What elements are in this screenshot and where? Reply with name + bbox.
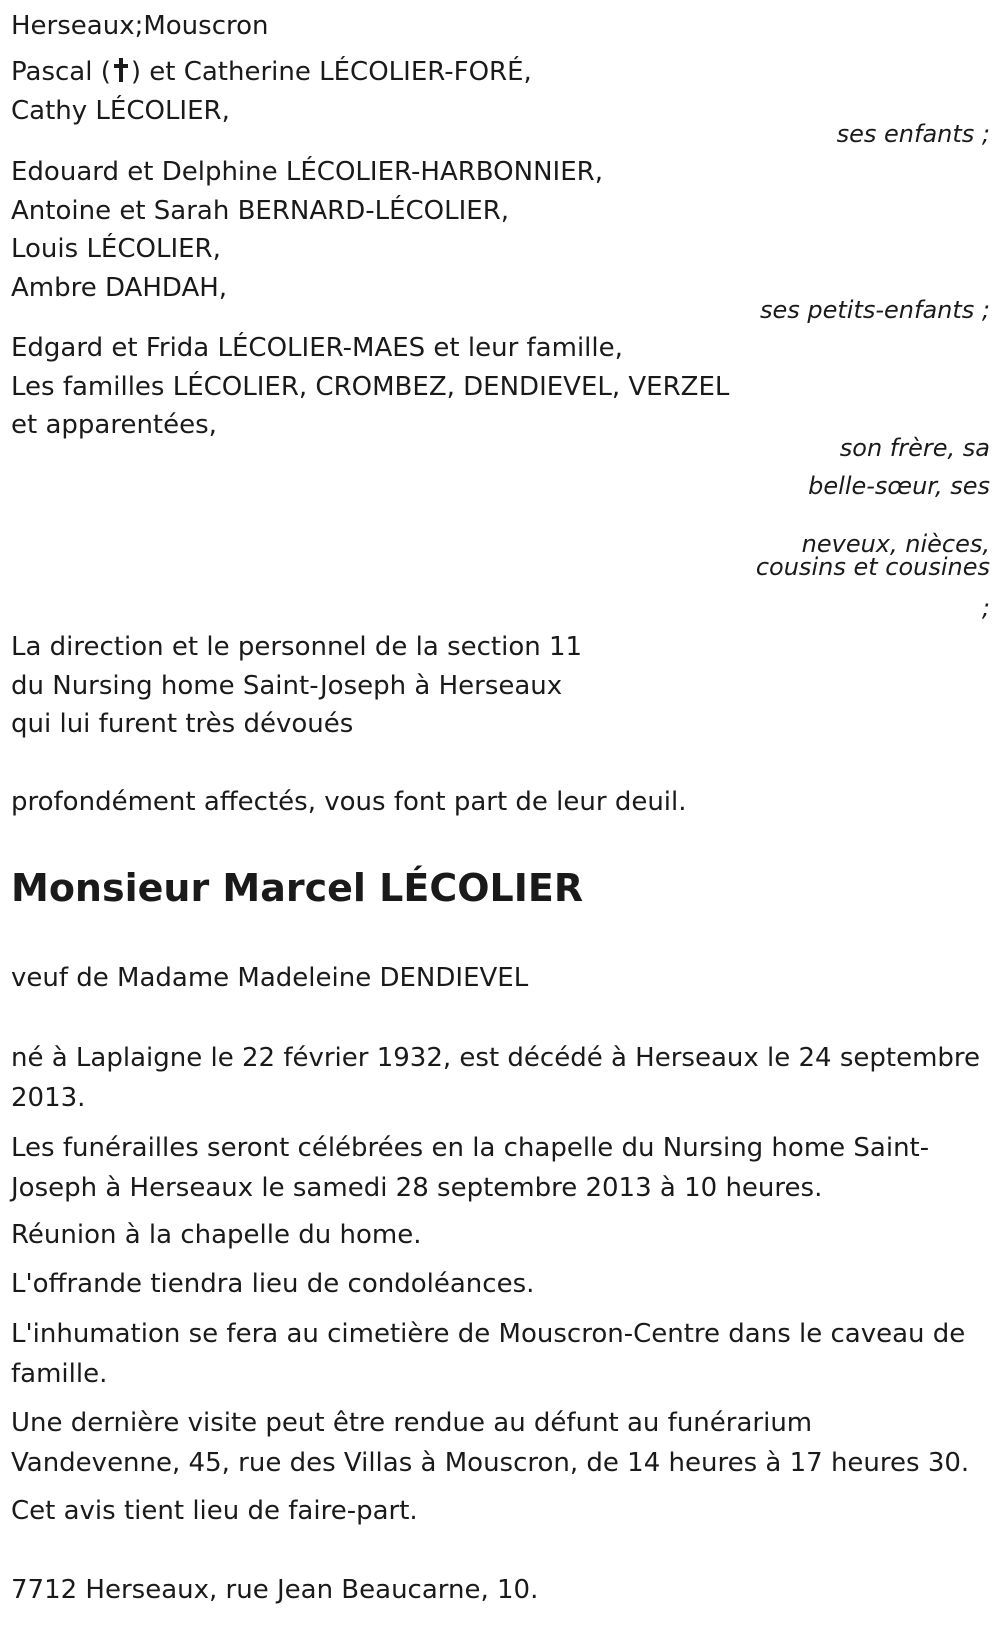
grandchildren-line: Antoine et Sarah BERNARD-LÉCOLIER, <box>11 196 510 226</box>
funeral-paragraph: Les funérailles seront célébrées en la chapelle du Nursing home Saint-Joseph à Herseaux le samedi 28 septembre 2013 à 10 heures. <box>11 1133 930 1203</box>
deceased-name: Monsieur Marcel LÉCOLIER <box>11 866 584 910</box>
grandchildren-line: Ambre DAHDAH, <box>11 273 228 303</box>
family-line: et apparentées, <box>11 410 217 440</box>
staff-line: La direction et le personnel de la section 11 <box>11 632 583 662</box>
birth-death-paragraph: né à Laplaigne le 22 février 1932, est décédé à Herseaux le 24 septembre 2013. <box>11 1043 981 1113</box>
relation-family-line: cousins et cousines <box>755 553 990 581</box>
children-line-1-pre: Pascal ( <box>11 57 111 87</box>
visit-paragraph: Une dernière visite peut être rendue au défunt au funérarium Vandevenne, 45, rue des Villas à Mouscron, de 14 heures à 17 heures 30. <box>11 1408 970 1478</box>
children-line-1 <box>11 52 532 92</box>
meeting-paragraph: Réunion à la chapelle du home. <box>11 1220 422 1250</box>
grandchildren-line: Louis LÉCOLIER, <box>11 234 221 264</box>
children-line-1-post: ) et Catherine LÉCOLIER-FORÉ, <box>130 57 532 87</box>
relation-grandchildren: ses petits-enfants ; <box>759 296 990 324</box>
grandchildren-line: Edouard et Delphine LÉCOLIER-HARBONNIER, <box>11 157 603 187</box>
family-line: Les familles LÉCOLIER, CROMBEZ, DENDIEVEL, VERZEL <box>11 372 730 402</box>
staff-line: du Nursing home Saint-Joseph à Herseaux <box>11 671 563 701</box>
family-line: Edgard et Frida LÉCOLIER-MAES et leur famille, <box>11 333 623 363</box>
dagger-icon <box>114 58 128 82</box>
relation-family-line: neveux, nièces, <box>801 530 990 558</box>
announcement: profondément affectés, vous font part de leur deuil. <box>11 787 687 817</box>
relation-children: ses enfants ; <box>836 120 990 148</box>
relation-family-line: belle-sœur, ses <box>808 472 990 500</box>
address: 7712 Herseaux, rue Jean Beaucarne, 10. <box>11 1575 539 1605</box>
widower-line: veuf de Madame Madeleine DENDIEVEL <box>11 963 529 993</box>
offering-paragraph: L'offrande tiendra lieu de condoléances. <box>11 1269 535 1299</box>
location-header: Herseaux;Mouscron <box>11 11 269 41</box>
relation-family-line: ; <box>981 594 990 622</box>
staff-line: qui lui furent très dévoués <box>11 709 354 739</box>
burial-paragraph: L'inhumation se fera au cimetière de Mouscron-Centre dans le caveau de famille. <box>11 1319 966 1389</box>
children-line-2: Cathy LÉCOLIER, <box>11 96 230 126</box>
relation-family-line: son frère, sa <box>839 434 990 462</box>
notice-paragraph: Cet avis tient lieu de faire-part. <box>11 1496 418 1526</box>
